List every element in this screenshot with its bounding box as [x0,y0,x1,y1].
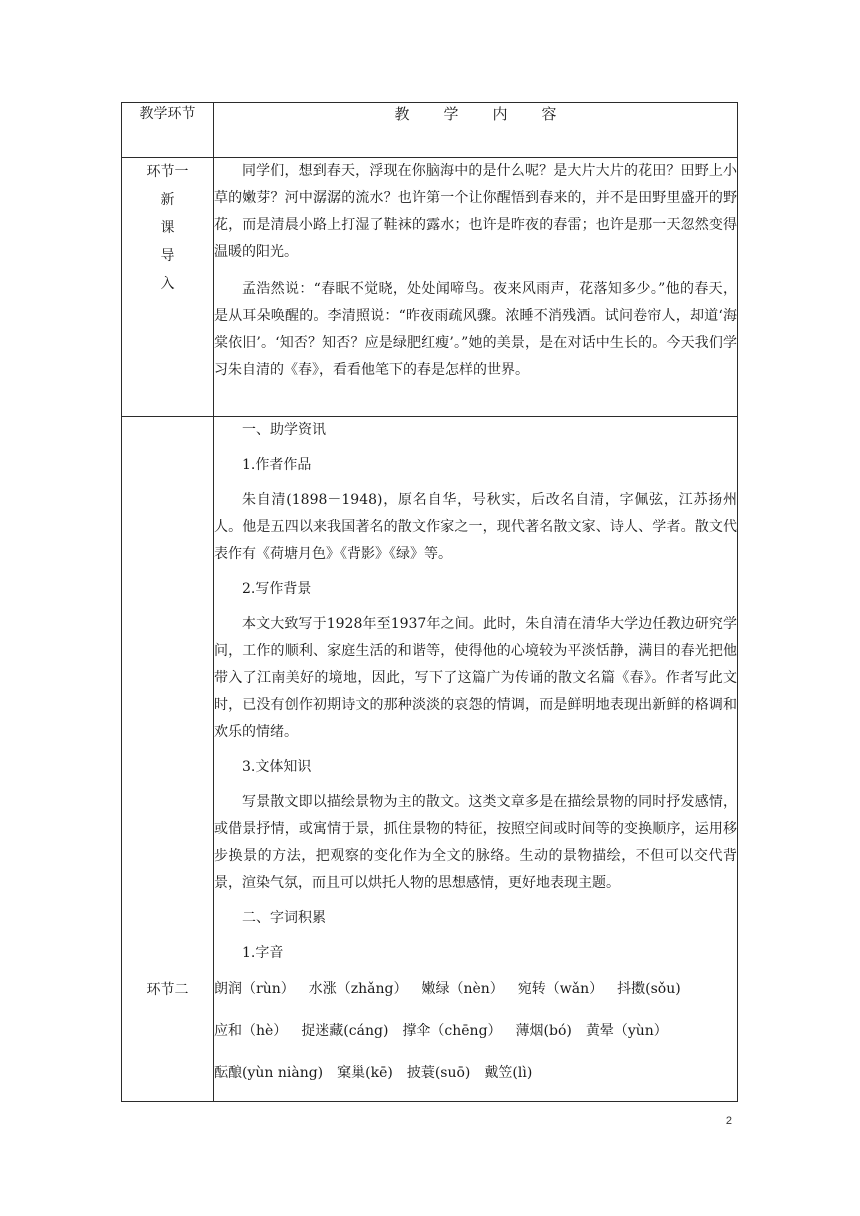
header-stage-label: 教学环节 [139,106,196,122]
label-char: 入 [160,276,175,292]
subheading-background: 2.写作背景 [242,581,312,597]
subheading-genre: 3.文体知识 [242,759,312,775]
word-row [214,975,737,1003]
word-row [214,1059,737,1087]
word-item: 撑伞（chēng） [402,1023,502,1039]
intro-paragraph-1: 同学们，想到春天，浮现在你脑海中的是什么呢？是大片大片的花田？田野上小草的嫩芽？河中潺潺的流水？也许第一个让你醒悟到春来的，并不是田野里盛开的野花，而是清晨小路上打湿了鞋袜的露水；也许是昨夜的春雷；也许是那一天忽然变得温暖的阳光。 [214,163,737,260]
subheading-pronunciation: 1.字音 [242,945,284,961]
section-two-label: 环节二 [146,982,189,998]
intro-paragraph-2: 孟浩然说：“春眠不觉晓，处处闻啼鸟。夜来风雨声，花落知多少。”他的春天，是从耳朵唤醒的。李清照说：“昨夜雨疏风骤。浓睡不消残酒。试问卷帘人，却道‘海棠依旧’。‘知否？知否？应是绿肥红瘦’。”她的美景，是在对话中生长的。今天我们学习朱自清的《春》，看看他笔下的春是怎样的世界。 [214,281,737,378]
header-char: 内 [492,105,508,123]
header-col-stage [122,103,214,158]
word-item: 宛转（wǎn） [517,981,604,997]
word-item: 捉迷藏(cáng) [301,1023,389,1039]
section-two-content [214,417,738,1102]
table-header-row [122,103,738,158]
label-char: 导 [160,248,175,264]
section-one-content [214,158,738,417]
header-col-content [214,103,738,158]
word-item: 黄晕（yùn） [585,1023,668,1039]
paragraph-background: 本文大致写于1928年至1937年之间。此时，朱自清在清华大学边任教边研究学问，工作的顺利、家庭生活的和谐等，使得他的心境较为平淡恬静，满目的春光把他带入了江南美好的境地，因此，写下了这篇广为传诵的散文名篇《春》。作者写此文时，已没有创作初期诗文的那种淡淡的哀怨的情调，而是鲜明地表现出新鲜的格调和欢乐的情绪。 [214,616,737,740]
word-item: 薄烟(bó) [515,1023,572,1039]
word-item: 抖擞(sǒu) [617,981,681,997]
paragraph-author-works: 朱自清(1898－1948)，原名自华，号秋实，后改名自清，字佩弦，江苏扬州人。他是五四以来我国著名的散文作家之一，现代著名散文家、诗人、学者。散文代表作有《荷塘月色》《背影》《绿》等。 [214,492,737,562]
subheading-author-works: 1.作者作品 [242,457,312,473]
pronunciation-list [214,975,737,1087]
word-row [214,1017,737,1045]
page-number: 2 [725,1115,732,1127]
section-one-row [122,158,738,417]
word-item: 戴笠(lì) [484,1065,533,1081]
word-item: 酝酿(yùn niàng) [214,1065,324,1081]
word-item: 披蓑(suō) [406,1065,471,1081]
section-two-label-cell [122,417,214,1102]
header-char: 容 [541,105,557,123]
word-item: 嫩绿（nèn） [421,981,504,997]
section-one-label [122,158,214,417]
heading-reference-info: 一、助学资讯 [242,422,326,438]
heading-vocabulary: 二、字词积累 [242,910,326,926]
section-two-row [122,417,738,1102]
label-char: 环节一 [146,164,189,180]
word-item: 窠巢(kē) [337,1065,393,1081]
word-item: 水涨（zhǎng） [308,981,408,997]
header-char: 教 [394,105,410,123]
lesson-plan-table [121,102,738,1102]
label-char: 新 [160,192,175,208]
word-item: 朗润（rùn） [214,981,295,997]
paragraph-genre: 写景散文即以描绘景物为主的散文。这类文章多是在描绘景物的同时抒发感情，或借景抒情，或寓情于景，抓住景物的特征，按照空间或时间等的变换顺序，运用移步换景的方法，把观察的变化作为全文的脉络。生动的景物描绘，不但可以交代背景，渲染气氛，而且可以烘托人物的思想感情，更好地表现主题。 [214,794,737,891]
label-char: 课 [160,220,175,236]
word-item: 应和（hè） [214,1023,288,1039]
header-content-title [377,103,573,124]
header-char: 学 [443,105,459,123]
